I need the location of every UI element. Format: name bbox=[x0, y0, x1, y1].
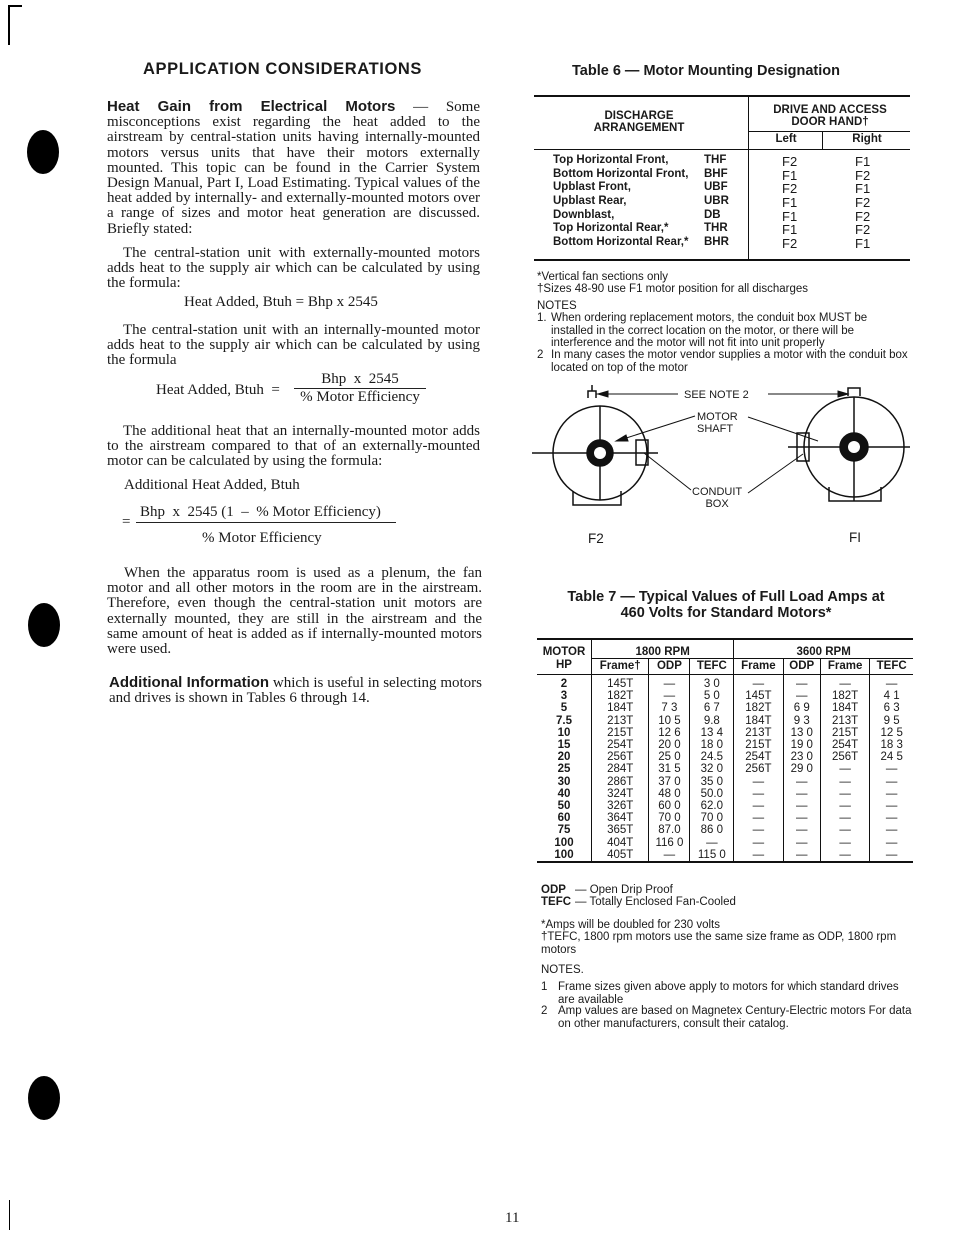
formula-3-label: Additional Heat Added, Btuh bbox=[124, 477, 300, 493]
table7-cell-hp: 50 bbox=[537, 800, 592, 812]
table-row bbox=[537, 824, 913, 836]
table7-cell: 24.5 bbox=[690, 751, 734, 763]
table7-h-motor: MOTOR bbox=[537, 639, 592, 659]
table7-cell: 254T bbox=[820, 739, 869, 751]
table7-cell: 213T bbox=[820, 715, 869, 727]
heat-gain-para1 bbox=[107, 99, 480, 237]
table7-cell: 284T bbox=[592, 763, 649, 775]
table7-footnote-2: †TEFC, 1800 rpm motors use the same size frame as ODP, 1800 rpm motors bbox=[541, 931, 897, 956]
table6-col-discharge: DISCHARGE ARRANGEMENT bbox=[593, 110, 685, 134]
table7-cell: — bbox=[734, 849, 783, 862]
table6-subheader-rule bbox=[748, 131, 910, 132]
table7-cell: — bbox=[885, 836, 898, 849]
formula-3-equals: = bbox=[122, 514, 131, 530]
table6-row-code: THR bbox=[704, 222, 728, 235]
table7-sub-odp-3600: ODP bbox=[783, 659, 820, 675]
table7-cell: 35 0 bbox=[690, 776, 734, 788]
additional-info-lead: Additional Information bbox=[109, 674, 270, 691]
table6-row-code: DB bbox=[704, 208, 721, 221]
table7-cell: — bbox=[885, 763, 898, 776]
formula-3-denominator: % Motor Efficiency bbox=[202, 530, 322, 546]
table7-cell: — bbox=[649, 674, 690, 690]
table7-cell: 215T bbox=[734, 739, 783, 751]
table7-cell: 364T bbox=[592, 812, 649, 824]
table6-bottom-rule bbox=[534, 259, 910, 261]
table7-cell-hp: 75 bbox=[537, 824, 592, 836]
table6-row-code: THF bbox=[704, 154, 727, 166]
table7-cell-hp: 7.5 bbox=[537, 715, 592, 727]
table7-cell: — bbox=[885, 812, 898, 825]
table7-cell: — bbox=[649, 690, 690, 702]
table6-row-right: F2 bbox=[855, 208, 871, 224]
punch-hole-top bbox=[27, 130, 59, 174]
table7-cell: 18 3 bbox=[880, 738, 903, 751]
table7-cell: 32 0 bbox=[690, 763, 734, 775]
table7-cell: 6 3 bbox=[883, 702, 900, 715]
table7-cell: — bbox=[820, 849, 869, 862]
table6-title: Table 6 — Motor Mounting Designation bbox=[572, 63, 840, 79]
table7-abbr2 bbox=[541, 896, 736, 909]
table-row bbox=[537, 800, 913, 812]
table7-cell: 48 0 bbox=[649, 788, 690, 800]
table6 bbox=[534, 95, 910, 262]
table6-row-name: Downblast, bbox=[553, 208, 615, 221]
table7-cell: 5 0 bbox=[690, 690, 734, 702]
table-row bbox=[537, 751, 913, 763]
table6-body bbox=[534, 154, 910, 250]
table6-row bbox=[534, 181, 910, 195]
table6-row bbox=[534, 195, 910, 209]
table6-row-name: Bottom Horizontal Front, bbox=[553, 167, 689, 180]
table7-cell: 12 5 bbox=[880, 726, 903, 739]
table7-sub-tefc-1800: TEFC bbox=[690, 659, 734, 675]
table6-row-right: F1 bbox=[855, 154, 871, 169]
punch-hole-middle bbox=[28, 603, 60, 647]
heat-gain-para1-text: — Some misconceptions exist regarding the heat added to the airstream by central-station units having internally-mounted motors versus units that have their motors externally mounted. This topic can be found in the Carrier System Design Manual, Part I, Load Estimating. Typical values of the heat added by internally- and externally-mounted motors over a range of sizes and motor heat generation are discussed. Briefly stated: bbox=[107, 99, 480, 237]
table7-cell: 10 5 bbox=[649, 715, 690, 727]
formula-2-numerator: Bhp x 2545 bbox=[321, 371, 399, 387]
table7-cell: 19 0 bbox=[783, 739, 820, 751]
formula-1: Heat Added, Btuh = Bhp x 2545 bbox=[184, 294, 378, 310]
table6-row-name: Bottom Horizontal Rear,* bbox=[553, 236, 689, 249]
table7-cell-hp: 100 bbox=[537, 849, 592, 862]
formula-2-fraction bbox=[294, 371, 426, 406]
formula-2-lhs: Heat Added, Btuh = bbox=[156, 382, 280, 398]
table7-cell: — bbox=[820, 763, 869, 775]
table7-body bbox=[537, 674, 913, 862]
table7-cell: — bbox=[734, 674, 783, 690]
table7-cell: 70 0 bbox=[690, 812, 734, 824]
formula-3-numerator: Bhp x 2545 (1 – % Motor Efficiency) bbox=[140, 504, 381, 520]
table7-cell-hp: 20 bbox=[537, 751, 592, 763]
table7-cell: — bbox=[734, 837, 783, 849]
table6-row bbox=[534, 222, 910, 236]
table7-cell: — bbox=[783, 812, 820, 824]
table7-cell-hp: 15 bbox=[537, 739, 592, 751]
table7-cell: 9 3 bbox=[783, 715, 820, 727]
page-number: 11 bbox=[505, 1210, 520, 1226]
table7-cell: 62.0 bbox=[690, 800, 734, 812]
table6-row-right: F1 bbox=[855, 236, 871, 252]
table7-cell: 286T bbox=[592, 776, 649, 788]
table7-cell-hp: 2 bbox=[537, 674, 592, 690]
table6-row-code: UBF bbox=[704, 181, 728, 194]
figure-label-f2: F2 bbox=[588, 531, 604, 546]
table6-row-left: F2 bbox=[782, 181, 798, 197]
table6-row-name: Upblast Front, bbox=[553, 181, 631, 194]
punch-hole-bottom bbox=[28, 1076, 60, 1120]
table6-row-right: F2 bbox=[855, 222, 871, 238]
table6-note2: In many cases the motor vendor supplies a motor with the conduit box located on top of the motor bbox=[551, 349, 908, 374]
table6-row-left: F1 bbox=[782, 167, 798, 183]
table6-row-left: F2 bbox=[782, 154, 798, 169]
table7-cell: — bbox=[820, 788, 869, 800]
table7-cell: 37 0 bbox=[649, 776, 690, 788]
table7-cell: — bbox=[783, 837, 820, 849]
page-edge-left bbox=[8, 5, 10, 45]
additional-info-para bbox=[109, 675, 482, 706]
table7-cell-hp: 3 bbox=[537, 690, 592, 702]
table7-cell: 145T bbox=[734, 690, 783, 702]
table7-cell: — bbox=[820, 837, 869, 849]
formula-3-fraction bbox=[136, 503, 396, 548]
table6-row-right: F1 bbox=[855, 181, 871, 197]
table7-cell: — bbox=[690, 837, 734, 849]
table7-cell: — bbox=[734, 800, 783, 812]
table7-cell-hp: 10 bbox=[537, 727, 592, 739]
table7-cell: — bbox=[783, 800, 820, 812]
table7-cell: 6 7 bbox=[690, 702, 734, 714]
table7-h-1800: 1800 RPM bbox=[592, 639, 734, 659]
figure-label-f1: FI bbox=[849, 530, 861, 545]
table6-col-left: Left bbox=[775, 133, 797, 145]
table7-cell: — bbox=[885, 677, 898, 690]
figure-motor-shaft: MOTOR SHAFT bbox=[697, 411, 738, 435]
table-row bbox=[537, 788, 913, 800]
table7-cell: 9 5 bbox=[883, 714, 900, 727]
table7-cell: 13 0 bbox=[783, 727, 820, 739]
table6-row-code: BHR bbox=[704, 236, 729, 249]
table6-note1: When ordering replacement motors, the conduit box MUST be installed in the correct location on the motor, or there will be interference and the motor will not fit into unit properly bbox=[551, 312, 868, 349]
table7-abbr1 bbox=[541, 884, 673, 897]
table6-row-left: F1 bbox=[782, 195, 798, 211]
table7-cell: 23 0 bbox=[783, 751, 820, 763]
table7-abbr2-key: TEFC bbox=[541, 896, 572, 908]
table7-abbr1-key: ODP bbox=[541, 884, 566, 896]
table7-cell: 184T bbox=[820, 702, 869, 714]
table6-row bbox=[534, 236, 910, 250]
table7-cell: 86 0 bbox=[690, 824, 734, 836]
table7-cell: — bbox=[734, 788, 783, 800]
table6-note1-num: 1. bbox=[537, 312, 547, 324]
table6-row-left: F1 bbox=[782, 208, 798, 224]
table7-cell: 13 4 bbox=[690, 727, 734, 739]
table7-cell: 4 1 bbox=[883, 690, 900, 703]
table7-cell: — bbox=[885, 799, 898, 812]
table7-cell: — bbox=[783, 788, 820, 800]
table7-cell: 254T bbox=[592, 739, 649, 751]
table-row bbox=[537, 702, 913, 714]
table7-cell: 29 0 bbox=[783, 763, 820, 775]
table7-cell-hp: 30 bbox=[537, 776, 592, 788]
table6-note2-num: 2 bbox=[537, 349, 544, 361]
table7-cell-hp: 5 bbox=[537, 702, 592, 714]
additional-info-text: which is useful in selecting motors and drives is shown in Tables 6 through 14. bbox=[109, 675, 482, 707]
table7-title-line2: 460 Volts for Standard Motors* bbox=[620, 604, 832, 621]
formula-2-denominator: % Motor Efficiency bbox=[300, 389, 420, 405]
table7-cell: 215T bbox=[592, 727, 649, 739]
table7-cell: 25 0 bbox=[649, 751, 690, 763]
table7-cell: — bbox=[783, 674, 820, 690]
table7-cell: — bbox=[885, 848, 898, 861]
formula-3-bar bbox=[136, 522, 396, 523]
table7-cell-hp: 100 bbox=[537, 837, 592, 849]
page-edge-top bbox=[8, 5, 22, 7]
table-row bbox=[537, 674, 913, 690]
table7-cell: — bbox=[783, 824, 820, 836]
table7-sub-odp-1800: ODP bbox=[649, 659, 690, 675]
heat-gain-para5: When the apparatus room is used as a plenum, the fan motor and all other motors in the room are in the airstream. Therefore, even though the central-station unit motors are externally mounted, they are still in the airstream and the same amount of heat is added as if internally-mounted motors were used. bbox=[107, 565, 482, 658]
table6-footnote-2: †Sizes 48-90 use F1 motor position for all discharges bbox=[537, 283, 809, 295]
table6-row-code: UBR bbox=[704, 195, 729, 208]
table7-cell: — bbox=[734, 824, 783, 836]
table7-cell: — bbox=[885, 824, 898, 837]
heat-gain-para3: The central-station unit with an internally-mounted motor adds heat to the supply air which can be calculated by using the formula bbox=[107, 322, 480, 369]
table7-note1-num: 1 bbox=[541, 981, 548, 993]
table7-title-line1: Table 7 — Typical Values of Full Load Amps at bbox=[567, 589, 885, 605]
table7-cell: 50.0 bbox=[690, 788, 734, 800]
table6-row-left: F1 bbox=[782, 222, 798, 238]
table7-cell: 7 3 bbox=[649, 702, 690, 714]
table7-abbr2-val: — Totally Enclosed Fan-Cooled bbox=[575, 896, 736, 908]
table6-sub-divider bbox=[822, 131, 823, 150]
table7-cell: — bbox=[734, 812, 783, 824]
table7-cell: — bbox=[783, 690, 820, 702]
table6-col-drive: DRIVE AND ACCESS DOOR HAND† bbox=[773, 104, 887, 128]
table7-cell: 365T bbox=[592, 824, 649, 836]
table7-note2-num: 2 bbox=[541, 1005, 548, 1017]
table7-cell: — bbox=[820, 776, 869, 788]
table6-row-right: F2 bbox=[855, 167, 871, 183]
table7-cell: 3 0 bbox=[690, 674, 734, 690]
table6-row bbox=[534, 154, 910, 168]
table7-cell: — bbox=[820, 800, 869, 812]
table-row bbox=[537, 776, 913, 788]
motor-f1 bbox=[788, 388, 910, 501]
table7-cell: 145T bbox=[592, 674, 649, 690]
table-row bbox=[537, 739, 913, 751]
table6-header-rule bbox=[534, 149, 910, 150]
table7-cell: 256T bbox=[592, 751, 649, 763]
table7-cell: 70 0 bbox=[649, 812, 690, 824]
table7-cell: — bbox=[783, 776, 820, 788]
table-row bbox=[537, 849, 913, 862]
table7-cell: 12 6 bbox=[649, 727, 690, 739]
table6-row-name: Upblast Rear, bbox=[553, 195, 627, 208]
table7-footnote-1: *Amps will be doubled for 230 volts bbox=[541, 919, 720, 931]
table7-cell: 182T bbox=[820, 690, 869, 702]
table6-row-name: Top Horizontal Rear,* bbox=[553, 222, 669, 235]
table7-cell: 18 0 bbox=[690, 739, 734, 751]
table6-col-right: Right bbox=[852, 133, 882, 145]
table7-cell: 6 9 bbox=[783, 702, 820, 714]
table6-notes-label: NOTES bbox=[537, 300, 577, 312]
table-row bbox=[537, 837, 913, 849]
table6-row-code: BHF bbox=[704, 167, 728, 180]
table-row bbox=[537, 690, 913, 702]
table7-cell: 116 0 bbox=[649, 837, 690, 849]
table7 bbox=[537, 638, 913, 863]
table7-cell: — bbox=[885, 775, 898, 788]
table7-cell: — bbox=[820, 824, 869, 836]
table7-cell: 256T bbox=[734, 763, 783, 775]
figure-see-note: SEE NOTE 2 bbox=[684, 389, 749, 401]
table7-cell: 31 5 bbox=[649, 763, 690, 775]
table6-row-left: F2 bbox=[782, 236, 798, 252]
table7-cell: 256T bbox=[820, 751, 869, 763]
table7-cell-hp: 25 bbox=[537, 763, 592, 775]
table7-cell-hp: 40 bbox=[537, 788, 592, 800]
table7-cell: 184T bbox=[734, 715, 783, 727]
table7-cell: — bbox=[734, 776, 783, 788]
table7-cell: — bbox=[820, 674, 869, 690]
table7-cell: 20 0 bbox=[649, 739, 690, 751]
heat-gain-lead: Heat Gain from Electrical Motors bbox=[107, 98, 396, 115]
table7-cell: 115 0 bbox=[690, 849, 734, 862]
table7-cell: 9.8 bbox=[690, 715, 734, 727]
table7-cell: 213T bbox=[592, 715, 649, 727]
table7-cell: 326T bbox=[592, 800, 649, 812]
table7-cell: 60 0 bbox=[649, 800, 690, 812]
table-row bbox=[537, 763, 913, 775]
table7-cell: 184T bbox=[592, 702, 649, 714]
page-edge-left-lower bbox=[9, 1200, 10, 1230]
table-row bbox=[537, 715, 913, 727]
table7-cell: 254T bbox=[734, 751, 783, 763]
table7-note2: Amp values are based on Magnetex Century-Electric motors For data on other manufacturers, consult their catalog. bbox=[558, 1005, 912, 1030]
table7-abbr1-val: — Open Drip Proof bbox=[575, 884, 673, 896]
table7-sub-tefc-3600: TEFC bbox=[870, 659, 913, 675]
table7-title bbox=[540, 590, 912, 621]
heat-gain-para4: The additional heat that an internally-mounted motor adds to the airstream compared to that of an externally-mounted motor can be calculated by using the formula: bbox=[107, 423, 480, 470]
motor-f2 bbox=[532, 385, 658, 505]
table7-cell: 182T bbox=[734, 702, 783, 714]
table7-cell: 182T bbox=[592, 690, 649, 702]
table6-top-rule bbox=[534, 95, 910, 97]
table7-sub-frame-1800: Frame† bbox=[592, 659, 649, 675]
table7-sub-frame-3600: Frame bbox=[734, 659, 783, 675]
table7-cell: — bbox=[783, 849, 820, 862]
table7-h-hp: HP bbox=[537, 659, 592, 675]
table6-row-right: F2 bbox=[855, 195, 871, 211]
table7-h-3600: 3600 RPM bbox=[796, 646, 851, 658]
table7-note1: Frame sizes given above apply to motors for which standard drives are available bbox=[558, 981, 899, 1006]
table7-notes-label: NOTES. bbox=[541, 964, 584, 976]
table7-cell: 87.0 bbox=[649, 824, 690, 836]
table7-cell: 215T bbox=[820, 727, 869, 739]
table7-cell: — bbox=[820, 812, 869, 824]
table7-cell: — bbox=[649, 849, 690, 862]
figure-conduit-box: CONDUIT BOX bbox=[692, 486, 743, 510]
table6-row-name: Top Horizontal Front, bbox=[553, 154, 669, 166]
table7-cell: 405T bbox=[592, 849, 649, 862]
table-row bbox=[537, 812, 913, 824]
table6-row bbox=[534, 168, 910, 182]
table6-footnote-1: *Vertical fan sections only bbox=[537, 271, 669, 283]
table7-cell: 404T bbox=[592, 837, 649, 849]
table-row bbox=[537, 727, 913, 739]
heat-gain-para2: The central-station unit with externally-mounted motors adds heat to the supply air which can be calculated by using the formula: bbox=[107, 245, 480, 292]
table7-cell: 24 5 bbox=[880, 751, 903, 764]
table7-cell: 213T bbox=[734, 727, 783, 739]
table7-cell: — bbox=[885, 787, 898, 800]
section-heading: APPLICATION CONSIDERATIONS bbox=[143, 60, 422, 78]
table7-cell-hp: 60 bbox=[537, 812, 592, 824]
table7-cell: 324T bbox=[592, 788, 649, 800]
table7-sub-frame2-3600: Frame bbox=[820, 659, 869, 675]
table6-row bbox=[534, 209, 910, 223]
